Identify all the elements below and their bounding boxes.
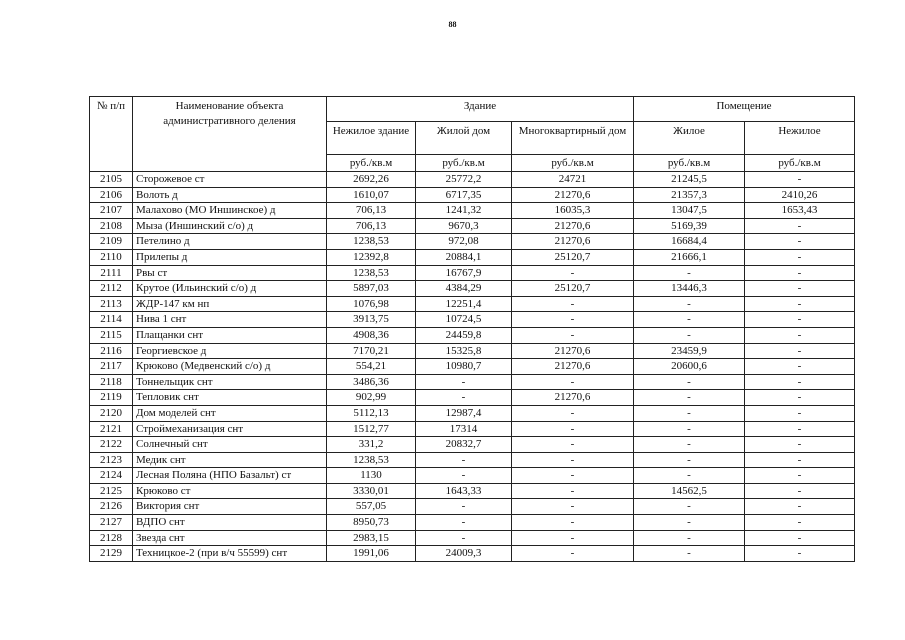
- nonresidential-premises-price: -: [745, 359, 855, 375]
- settlement-name: Строймеханизация снт: [133, 421, 327, 437]
- settlement-name: Крюково ст: [133, 483, 327, 499]
- table-row: [90, 312, 855, 328]
- table-row: [90, 546, 855, 562]
- row-number: 2109: [90, 234, 133, 250]
- settlement-name: Тепловик снт: [133, 390, 327, 406]
- settlement-name: Крутое (Ильинский с/о) д: [133, 281, 327, 297]
- nonres-building-price: 7170,21: [327, 343, 416, 359]
- row-number: 2112: [90, 281, 133, 297]
- nonres-building-price: 1238,53: [327, 234, 416, 250]
- nonres-building-price: 706,13: [327, 203, 416, 219]
- house-price: -: [416, 515, 512, 531]
- house-price: -: [416, 530, 512, 546]
- house-price: 12251,4: [416, 296, 512, 312]
- settlement-name: Рвы ст: [133, 265, 327, 281]
- row-number: 2111: [90, 265, 133, 281]
- nonres-building-price: 1076,98: [327, 296, 416, 312]
- row-number: 2126: [90, 499, 133, 515]
- house-price: 17314: [416, 421, 512, 437]
- nonresidential-premises-price: 2410,26: [745, 187, 855, 203]
- unit-label: руб./кв.м: [745, 155, 855, 172]
- row-number: 2123: [90, 452, 133, 468]
- table-row: [90, 327, 855, 343]
- table-row: [90, 421, 855, 437]
- residential-premises-price: 23459,9: [634, 343, 745, 359]
- apartment-building-price: 16035,3: [512, 203, 634, 219]
- residential-premises-price: -: [634, 499, 745, 515]
- apartment-building-price: -: [512, 499, 634, 515]
- table-row: [90, 265, 855, 281]
- apartment-building-price: 21270,6: [512, 218, 634, 234]
- nonresidential-premises-price: 1653,43: [745, 203, 855, 219]
- table-row: [90, 281, 855, 297]
- apartment-building-price: 25120,7: [512, 281, 634, 297]
- apartment-building-price: -: [512, 452, 634, 468]
- nonres-building-price: 557,05: [327, 499, 416, 515]
- settlement-name: Георгиевское д: [133, 343, 327, 359]
- house-price: 10980,7: [416, 359, 512, 375]
- house-price: 25772,2: [416, 172, 512, 188]
- row-number: 2118: [90, 374, 133, 390]
- house-price: -: [416, 390, 512, 406]
- nonres-building-price: 3486,36: [327, 374, 416, 390]
- house-price: -: [416, 468, 512, 484]
- settlement-name: Медик снт: [133, 452, 327, 468]
- house-price: 1643,33: [416, 483, 512, 499]
- nonres-building-price: 902,99: [327, 390, 416, 406]
- settlement-name: Нива 1 снт: [133, 312, 327, 328]
- nonresidential-premises-price: -: [745, 249, 855, 265]
- nonresidential-premises-price: -: [745, 437, 855, 453]
- settlement-name: Малахово (МО Иншинское) д: [133, 203, 327, 219]
- nonres-building-price: 3330,01: [327, 483, 416, 499]
- row-number: 2115: [90, 327, 133, 343]
- header-nonres-building: Нежилое здание: [327, 122, 416, 155]
- settlement-name: Дом моделей снт: [133, 405, 327, 421]
- nonresidential-premises-price: -: [745, 468, 855, 484]
- page-number: 88: [448, 20, 457, 29]
- apartment-building-price: 21270,6: [512, 359, 634, 375]
- nonresidential-premises-price: -: [745, 452, 855, 468]
- apartment-building-price: 21270,6: [512, 234, 634, 250]
- apartment-building-price: -: [512, 327, 634, 343]
- row-number: 2120: [90, 405, 133, 421]
- residential-premises-price: -: [634, 515, 745, 531]
- unit-label: руб./кв.м: [512, 155, 634, 172]
- table-row: [90, 390, 855, 406]
- house-price: 6717,35: [416, 187, 512, 203]
- nonresidential-premises-price: -: [745, 234, 855, 250]
- residential-premises-price: 16684,4: [634, 234, 745, 250]
- nonres-building-price: 331,2: [327, 437, 416, 453]
- price-table: [89, 96, 855, 562]
- house-price: 24009,3: [416, 546, 512, 562]
- nonresidential-premises-price: -: [745, 296, 855, 312]
- row-number: 2127: [90, 515, 133, 531]
- nonresidential-premises-price: -: [745, 515, 855, 531]
- nonresidential-premises-price: -: [745, 546, 855, 562]
- row-number: 2128: [90, 530, 133, 546]
- house-price: 16767,9: [416, 265, 512, 281]
- apartment-building-price: -: [512, 296, 634, 312]
- apartment-building-price: 21270,6: [512, 390, 634, 406]
- row-number: 2114: [90, 312, 133, 328]
- house-price: 12987,4: [416, 405, 512, 421]
- settlement-name: Техницкое-2 (при в/ч 55599) снт: [133, 546, 327, 562]
- nonresidential-premises-price: -: [745, 499, 855, 515]
- table-row: [90, 374, 855, 390]
- table-row: [90, 515, 855, 531]
- settlement-name: Тоннельщик снт: [133, 374, 327, 390]
- residential-premises-price: -: [634, 546, 745, 562]
- apartment-building-price: -: [512, 374, 634, 390]
- house-price: -: [416, 499, 512, 515]
- nonres-building-price: 1238,53: [327, 452, 416, 468]
- house-price: 1241,32: [416, 203, 512, 219]
- nonres-building-price: 12392,8: [327, 249, 416, 265]
- row-number: 2122: [90, 437, 133, 453]
- table-row: [90, 218, 855, 234]
- table-row: [90, 437, 855, 453]
- row-number: 2125: [90, 483, 133, 499]
- table-header: [90, 97, 855, 172]
- apartment-building-price: -: [512, 515, 634, 531]
- residential-premises-price: 13047,5: [634, 203, 745, 219]
- table-row: [90, 187, 855, 203]
- house-price: 15325,8: [416, 343, 512, 359]
- residential-premises-price: -: [634, 452, 745, 468]
- nonres-building-price: 1610,07: [327, 187, 416, 203]
- header-residential: Жилое: [634, 122, 745, 155]
- unit-label: руб./кв.м: [327, 155, 416, 172]
- nonresidential-premises-price: -: [745, 281, 855, 297]
- apartment-building-price: -: [512, 483, 634, 499]
- table-row: [90, 343, 855, 359]
- apartment-building-price: 21270,6: [512, 187, 634, 203]
- table-row: [90, 172, 855, 188]
- row-number: 2105: [90, 172, 133, 188]
- apartment-building-price: 21270,6: [512, 343, 634, 359]
- apartment-building-price: -: [512, 530, 634, 546]
- row-number: 2107: [90, 203, 133, 219]
- settlement-name: Лесная Поляна (НПО Базальт) ст: [133, 468, 327, 484]
- header-apartment-building: Многоквартирный дом: [512, 122, 634, 155]
- residential-premises-price: 14562,5: [634, 483, 745, 499]
- apartment-building-price: -: [512, 468, 634, 484]
- table-row: [90, 530, 855, 546]
- apartment-building-price: -: [512, 421, 634, 437]
- settlement-name: Волоть д: [133, 187, 327, 203]
- house-price: -: [416, 452, 512, 468]
- table-row: [90, 483, 855, 499]
- apartment-building-price: 24721: [512, 172, 634, 188]
- header-building: Здание: [327, 97, 634, 122]
- nonresidential-premises-price: -: [745, 530, 855, 546]
- house-price: 24459,8: [416, 327, 512, 343]
- residential-premises-price: -: [634, 265, 745, 281]
- residential-premises-price: -: [634, 468, 745, 484]
- nonresidential-premises-price: -: [745, 312, 855, 328]
- settlement-name: Прилепы д: [133, 249, 327, 265]
- row-number: 2121: [90, 421, 133, 437]
- header-number: № п/п: [90, 97, 133, 172]
- residential-premises-price: -: [634, 421, 745, 437]
- residential-premises-price: 21666,1: [634, 249, 745, 265]
- table-row: [90, 359, 855, 375]
- settlement-name: Крюково (Медвенский с/о) д: [133, 359, 327, 375]
- nonres-building-price: 1991,06: [327, 546, 416, 562]
- house-price: 9670,3: [416, 218, 512, 234]
- settlement-name: ВДПО снт: [133, 515, 327, 531]
- nonres-building-price: 4908,36: [327, 327, 416, 343]
- row-number: 2108: [90, 218, 133, 234]
- residential-premises-price: -: [634, 312, 745, 328]
- residential-premises-price: 20600,6: [634, 359, 745, 375]
- nonres-building-price: 554,21: [327, 359, 416, 375]
- apartment-building-price: -: [512, 265, 634, 281]
- row-number: 2116: [90, 343, 133, 359]
- residential-premises-price: 21357,3: [634, 187, 745, 203]
- table-body: [90, 172, 855, 562]
- settlement-name: Плащанки снт: [133, 327, 327, 343]
- nonresidential-premises-price: -: [745, 343, 855, 359]
- apartment-building-price: -: [512, 312, 634, 328]
- nonres-building-price: 5897,03: [327, 281, 416, 297]
- settlement-name: Мыза (Иншинский с/о) д: [133, 218, 327, 234]
- table-row: [90, 452, 855, 468]
- unit-label: руб./кв.м: [416, 155, 512, 172]
- table-row: [90, 296, 855, 312]
- residential-premises-price: -: [634, 327, 745, 343]
- nonresidential-premises-price: -: [745, 218, 855, 234]
- header-nonresidential: Нежилое: [745, 122, 855, 155]
- row-number: 2124: [90, 468, 133, 484]
- nonresidential-premises-price: -: [745, 265, 855, 281]
- residential-premises-price: -: [634, 530, 745, 546]
- row-number: 2110: [90, 249, 133, 265]
- row-number: 2113: [90, 296, 133, 312]
- nonresidential-premises-price: -: [745, 405, 855, 421]
- settlement-name: ЖДР-147 км нп: [133, 296, 327, 312]
- table-row: [90, 234, 855, 250]
- house-price: -: [416, 374, 512, 390]
- residential-premises-price: -: [634, 405, 745, 421]
- table-row: [90, 249, 855, 265]
- residential-premises-price: 13446,3: [634, 281, 745, 297]
- residential-premises-price: 21245,5: [634, 172, 745, 188]
- house-price: 20884,1: [416, 249, 512, 265]
- settlement-name: Солнечный снт: [133, 437, 327, 453]
- nonres-building-price: 1238,53: [327, 265, 416, 281]
- settlement-name: Звезда снт: [133, 530, 327, 546]
- table-row: [90, 468, 855, 484]
- settlement-name: Виктория снт: [133, 499, 327, 515]
- nonres-building-price: 1512,77: [327, 421, 416, 437]
- nonres-building-price: 1130: [327, 468, 416, 484]
- table-row: [90, 203, 855, 219]
- nonresidential-premises-price: -: [745, 172, 855, 188]
- nonres-building-price: 8950,73: [327, 515, 416, 531]
- house-price: 972,08: [416, 234, 512, 250]
- house-price: 4384,29: [416, 281, 512, 297]
- row-number: 2119: [90, 390, 133, 406]
- nonres-building-price: 5112,13: [327, 405, 416, 421]
- table-row: [90, 499, 855, 515]
- nonres-building-price: 2692,26: [327, 172, 416, 188]
- nonresidential-premises-price: -: [745, 374, 855, 390]
- nonresidential-premises-price: -: [745, 421, 855, 437]
- header-house: Жилой дом: [416, 122, 512, 155]
- nonresidential-premises-price: -: [745, 483, 855, 499]
- row-number: 2106: [90, 187, 133, 203]
- nonres-building-price: 3913,75: [327, 312, 416, 328]
- apartment-building-price: -: [512, 437, 634, 453]
- residential-premises-price: -: [634, 296, 745, 312]
- residential-premises-price: -: [634, 437, 745, 453]
- row-number: 2129: [90, 546, 133, 562]
- settlement-name: Сторожевое ст: [133, 172, 327, 188]
- header-premises: Помещение: [634, 97, 855, 122]
- row-number: 2117: [90, 359, 133, 375]
- apartment-building-price: 25120,7: [512, 249, 634, 265]
- unit-label: руб./кв.м: [634, 155, 745, 172]
- residential-premises-price: -: [634, 374, 745, 390]
- apartment-building-price: -: [512, 405, 634, 421]
- header-name: Наименование объекта административного деления: [133, 97, 327, 172]
- nonres-building-price: 706,13: [327, 218, 416, 234]
- residential-premises-price: 5169,39: [634, 218, 745, 234]
- nonres-building-price: 2983,15: [327, 530, 416, 546]
- settlement-name: Петелино д: [133, 234, 327, 250]
- table-row: [90, 405, 855, 421]
- residential-premises-price: -: [634, 390, 745, 406]
- apartment-building-price: -: [512, 546, 634, 562]
- nonresidential-premises-price: -: [745, 390, 855, 406]
- nonresidential-premises-price: -: [745, 327, 855, 343]
- house-price: 10724,5: [416, 312, 512, 328]
- house-price: 20832,7: [416, 437, 512, 453]
